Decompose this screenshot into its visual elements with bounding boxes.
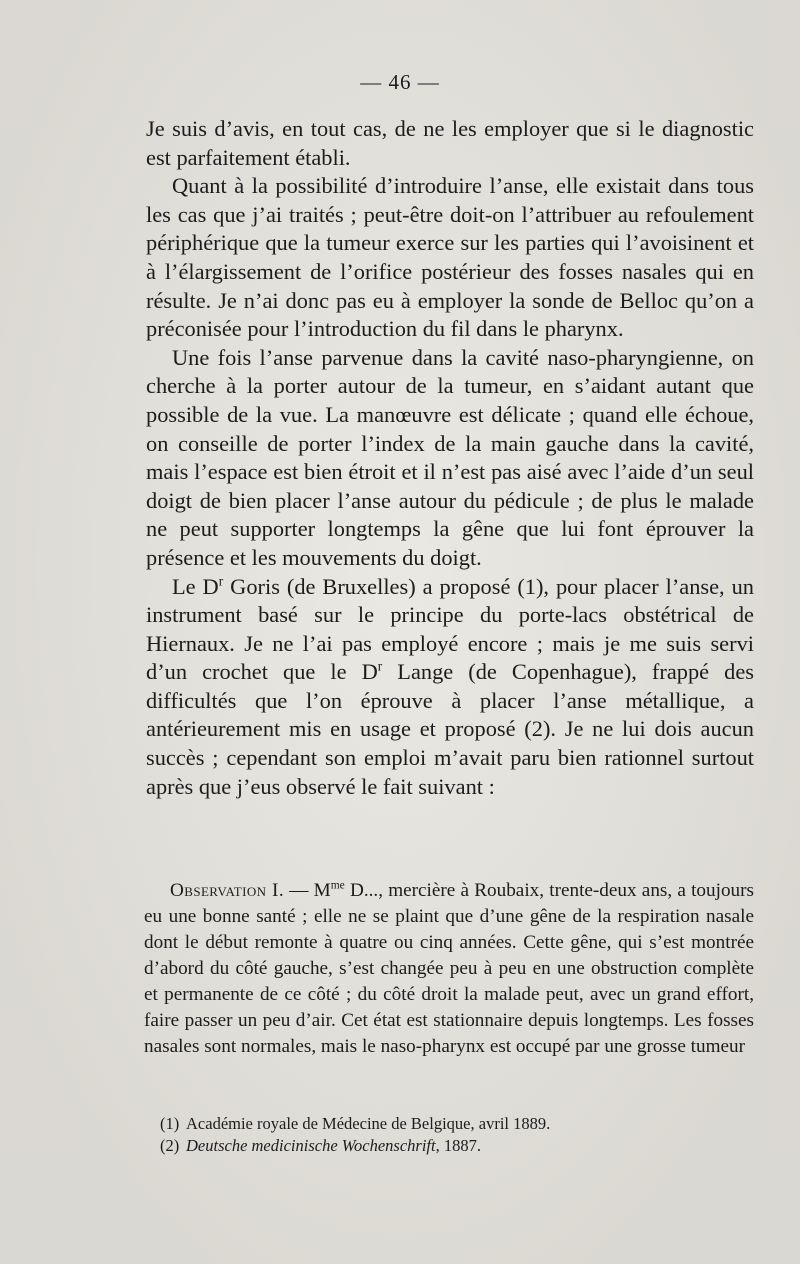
observation-dash: — M bbox=[284, 880, 331, 901]
body-text bbox=[146, 115, 754, 801]
doctor-abbrev-sup: r bbox=[377, 658, 383, 674]
paragraph-1: Je suis d’avis, en tout cas, de ne les employer que si le diagnostic est parfaitement établi. bbox=[146, 116, 754, 170]
paragraph-3: Une fois l’anse parvenue dans la cavité naso-pharyngienne, on cherche à la porter autour de la tumeur, en s’aidant autant que possible de la vue. La manœuvre est délicate ; quand elle échoue, on conseille de porter l’index de la main gauche dans la cavité, mais l’espace est bien étroit et il n’est pas aisé avec l’aide d’un seul doigt de bien placer l’anse autour du pédicule ; de plus le malade ne peut supporter longtemps la gêne que lui font éprouver la présence et les mouvements du doigt. bbox=[146, 344, 754, 570]
footnote-marker: (2) bbox=[160, 1136, 180, 1155]
page-number: — 46 — bbox=[360, 70, 440, 94]
paragraph-4-part-2: Goris (de Bruxelles) a proposé (1), pour placer l’anse, un instrument basé sur le principe du porte-lacs obstétrical de Hiernaux. Je ne l’ai pas employé encore ; mais je me suis servi d’un crochet que le D bbox=[146, 573, 754, 685]
observation-title: Observation I. bbox=[170, 880, 285, 901]
footnote-journal-title: Deutsche medicinische Wochenschrift bbox=[186, 1136, 436, 1155]
madame-abbrev-sup: me bbox=[330, 879, 345, 892]
paragraph-4-part-1: Le D bbox=[172, 573, 219, 599]
footnote-text: Académie royale de Médecine de Belgique, avril 1889. bbox=[186, 1114, 551, 1133]
paragraph-2: Quant à la possibilité d’introduire l’anse, elle existait dans tous les cas que j’ai traités ; peut-être doit-on l’attribuer au refoulement périphérique que la tumeur exerce sur les parties qui l’avoisinent et à l’élargissement de l’orifice postérieur des fosses nasales qui en résulte. Je n’ai donc pas eu à employer la sonde de Belloc qu’on a préconisée pour l’introduction du fil dans le pharynx. bbox=[146, 173, 754, 342]
observation-paragraph bbox=[144, 878, 754, 1060]
footnote-1 bbox=[160, 1113, 754, 1135]
observation-text: D..., mercière à Roubaix, trente-deux ans, a toujours eu une bonne santé ; elle ne se plaint que d’une gêne de la respiration nasale dont le début remonte à quatre ou cinq années. Cette gêne, qui s’est montrée d’abord du côté gauche, s’est changée peu à peu en une obstruction complète et permanente de ce côté ; du côté droit la malade peut, avec un grand effort, faire passer un peu d’air. Cet état est stationnaire depuis longtemps. Les fosses nasales sont normales, mais le naso-pharynx est occupé par une grosse tumeur bbox=[144, 880, 754, 1057]
doctor-abbrev-sup: r bbox=[218, 573, 224, 589]
footnotes bbox=[160, 1113, 754, 1157]
footnote-2 bbox=[160, 1135, 754, 1157]
observation-block bbox=[144, 878, 754, 1060]
footnote-marker: (1) bbox=[160, 1114, 180, 1133]
paragraph-4-part-3: Lange (de Copenhague), frappé des difficultés que l’on éprouve à placer l’anse métallique, a antérieurement mis en usage et proposé (2). Je ne lui dois aucun succès ; cependant son emploi m’avait paru bien rationnel surtout après que j’eus observé le fait suivant : bbox=[146, 659, 754, 799]
paragraph-4 bbox=[146, 573, 754, 802]
footnote-text-suffix: , 1887. bbox=[435, 1136, 481, 1155]
